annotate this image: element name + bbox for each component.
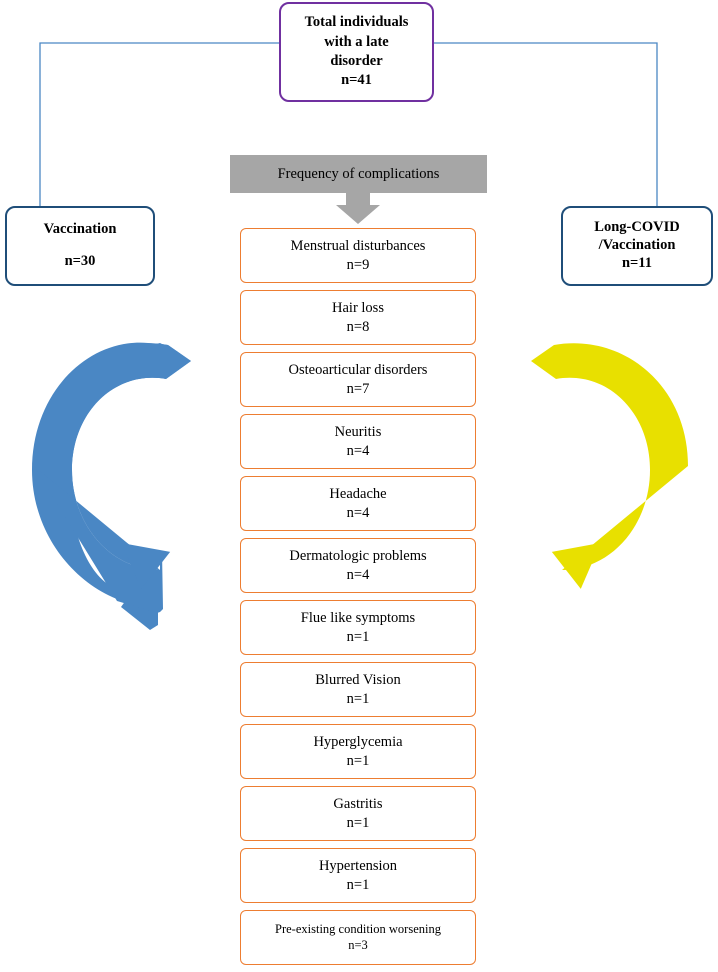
list-item <box>240 476 476 531</box>
complication-count: n=4 <box>346 442 370 459</box>
complication-count: n=3 <box>348 937 368 952</box>
complication-count: n=4 <box>346 566 370 583</box>
long-covid-line1: Long-COVID <box>594 219 680 236</box>
total-individuals-line3: disorder <box>330 53 383 69</box>
total-individuals-box <box>279 2 434 102</box>
complication-count: n=8 <box>346 318 370 335</box>
complication-count: n=9 <box>346 256 370 273</box>
total-individuals-line2: with a late <box>324 33 389 50</box>
list-item <box>240 786 476 841</box>
frequency-of-complications-header <box>230 155 487 193</box>
complication-label: Hypertension <box>318 858 398 875</box>
complication-label: Blurred Vision <box>315 672 401 689</box>
list-item <box>240 538 476 593</box>
complication-count: n=4 <box>346 504 370 521</box>
complications-list <box>240 228 476 972</box>
frequency-of-complications-label: Frequency of complications <box>277 165 440 182</box>
complication-count: n=1 <box>346 814 370 831</box>
list-item <box>240 724 476 779</box>
right-arc-arrow-icon <box>531 343 688 589</box>
vaccination-box <box>5 206 155 286</box>
total-individuals-count: n=41 <box>341 72 372 89</box>
total-individuals-line1: Total individuals <box>304 14 409 31</box>
vaccination-label: Vaccination <box>43 221 117 238</box>
vaccination-count: n=30 <box>64 253 96 269</box>
list-item <box>240 352 476 407</box>
list-item <box>240 910 476 965</box>
left-arrow-body <box>34 343 191 613</box>
complication-count: n=1 <box>346 752 370 769</box>
complication-label: Flue like symptoms <box>300 610 416 627</box>
list-item <box>240 414 476 469</box>
complication-count: n=7 <box>346 380 370 397</box>
long-covid-line2: /Vaccination <box>598 237 676 254</box>
list-item <box>240 290 476 345</box>
long-covid-vaccination-box <box>561 206 713 286</box>
complication-count: n=1 <box>346 628 370 645</box>
complication-count: n=1 <box>346 690 370 707</box>
complication-label: Osteoarticular disorders <box>288 362 428 379</box>
list-item <box>240 662 476 717</box>
complication-label: Hair loss <box>332 300 384 317</box>
down-arrow-icon <box>336 193 380 224</box>
list-item <box>240 228 476 283</box>
complication-label: Menstrual disturbances <box>290 238 426 255</box>
list-item <box>240 600 476 655</box>
left-arc-arrow-icon <box>32 343 186 630</box>
complication-label: Dermatologic problems <box>289 548 427 565</box>
long-covid-count: n=11 <box>621 254 653 271</box>
complication-label: Pre-existing condition worsening <box>275 921 441 936</box>
complication-count: n=1 <box>346 876 370 893</box>
complication-label: Hyperglycemia <box>313 734 403 751</box>
complication-label: Neuritis <box>334 424 382 441</box>
complication-label: Gastritis <box>333 796 383 813</box>
complication-label: Headache <box>329 486 387 503</box>
list-item <box>240 848 476 903</box>
